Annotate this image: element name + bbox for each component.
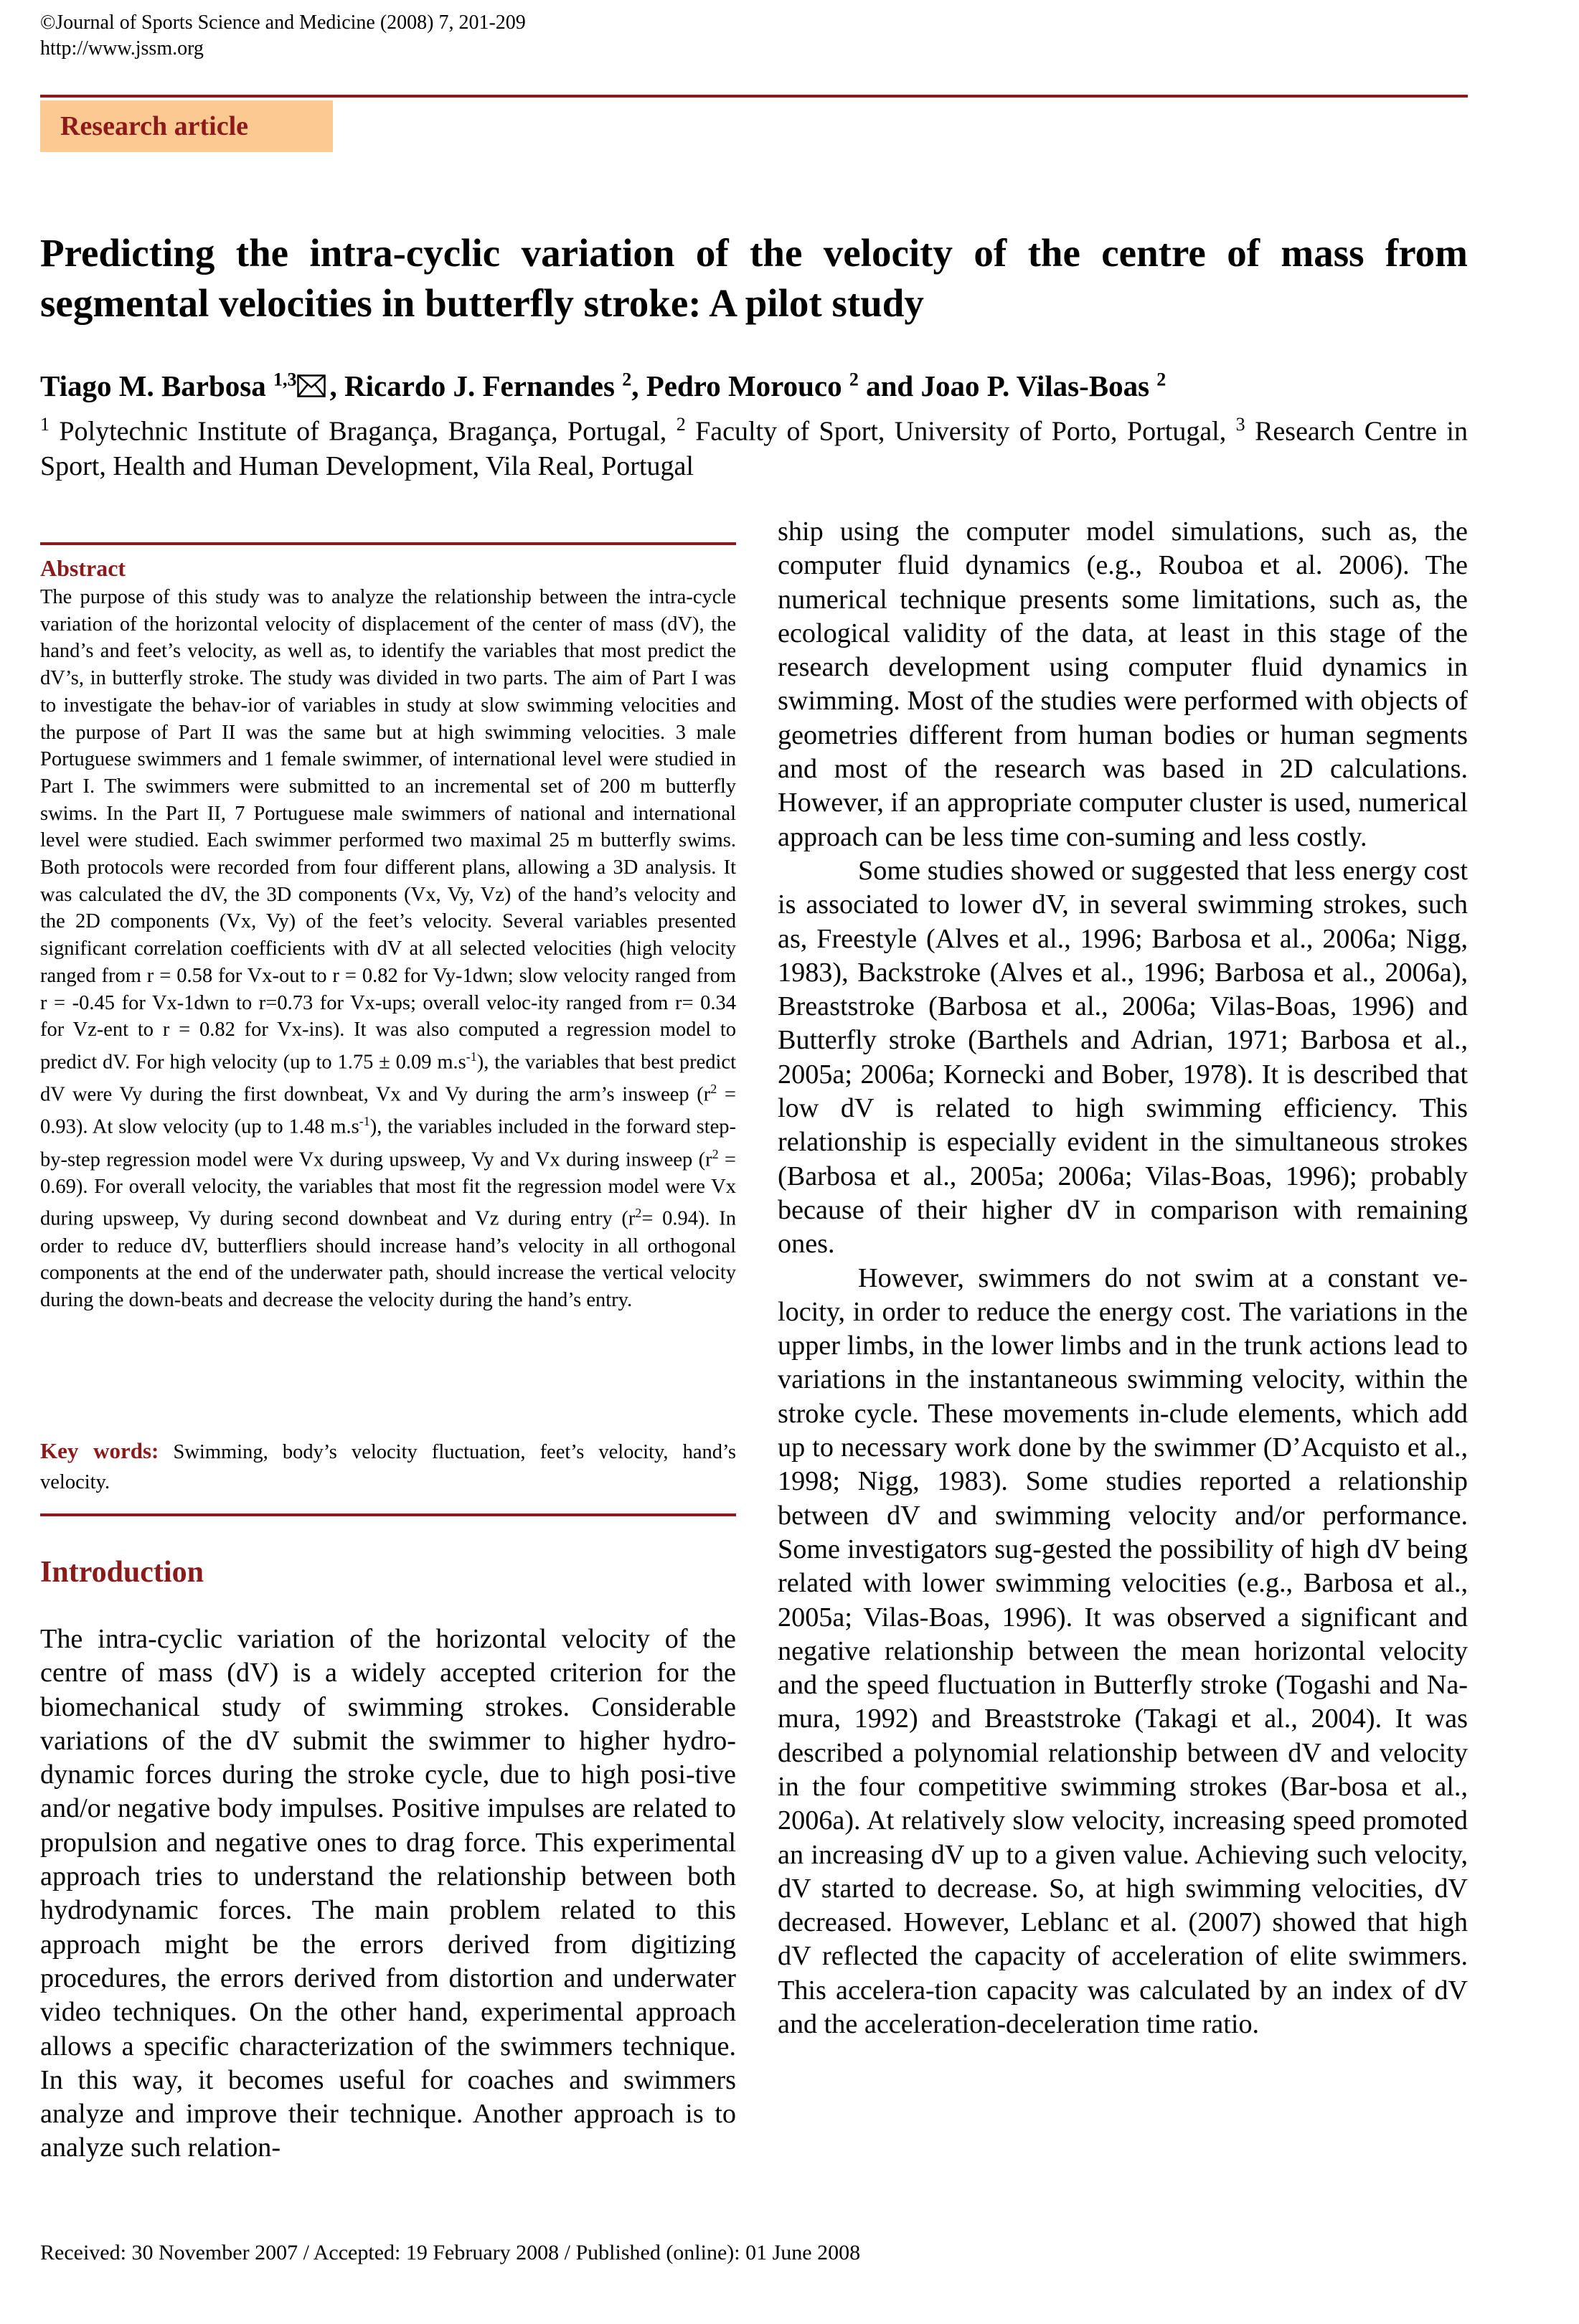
body-paragraph: Some studies showed or suggested that less energy cost is associated to lower dV, in several swimming strokes, such as, Freestyle (Alves et al., 1996; Barbosa et al., 2006a; Nigg, 1983), Backstroke (Alves et al., 1996; Barbosa et al., 2006a), Breaststroke (Barbosa et al., 2006a; Vilas-Boas, 1996) and Butterfly stroke (Barthels and Adrian, 1971; Barbosa et al., 2005a; 2006a; Kornecki and Bober, 1978). It is described that low dV is related to high swimming efficiency. This relationship is especially evident in the simultaneous strokes (Barbosa et al., 2005a; 2006a; Vilas-Boas, 1996); probably because of their higher dV in comparison with remaining ones. xyxy=(778,855,1468,1260)
journal-url[interactable]: http://www.jssm.org xyxy=(40,37,204,60)
abstract-text: = 0.69). For overall velocity, the variables that most fit the regression model were Vx during upsweep, Vy during second downbeat and Vz during entry (r xyxy=(40,1148,736,1230)
body-paragraph: However, swimmers do not swim at a constant ve-locity, in order to reduce the energy cost. The variations in the upper limbs, in the lower limbs and in the trunk actions lead to variations in the instantaneous swimming velocity, within the stroke cycle. These movements in-clude elements, which add up to necessary work done by the swimmer (D’Acquisto et al., 1998; Nigg, 1983). Some studies reported a relationship between dV and swimming velocity and/or performance. Some investigators sug-gested the possibility of high dV being related with lower swimming velocities (e.g., Barbosa et al., 2005a; Vilas-Boas, 1996). It was observed a significant and negative relationship between the mean horizontal velocity and the speed fluctuation in Butterfly stroke (Togashi and Na-mura, 1992) and Breaststroke (Takagi et al., 2004). It was described a polynomial relationship between dV and velocity in the four competitive swimming strokes (Bar-bosa et al., 2006a). At relatively slow velocity, increasing speed promoted an increasing dV up to a given value. Achieving such velocity, dV started to decrease. So, at high swimming velocities, dV decreased. However, Leblanc et al. (2007) showed that high dV reflected the capacity of acceleration of elite swimmers. This accelera-tion capacity was calculated by an index of dV and the acceleration-deceleration time ratio. xyxy=(778,1262,1468,2040)
abstract-sup: 2 xyxy=(712,1146,719,1161)
abstract-body xyxy=(40,584,736,1314)
abstract-sup: 2 xyxy=(635,1206,642,1221)
abstract-sup: 2 xyxy=(710,1082,717,1097)
right-column xyxy=(778,515,1468,2041)
keywords xyxy=(40,1436,736,1498)
introduction-heading: Introduction xyxy=(40,1556,204,1589)
envelope-icon[interactable] xyxy=(297,374,326,397)
author-name: and Joao P. Vilas-Boas xyxy=(858,369,1157,402)
author-name: Tiago M. Barbosa xyxy=(40,369,273,402)
affiliations xyxy=(40,407,1468,483)
affiliation-text: Polytechnic Institute of Bragança, Bragança, Portugal, xyxy=(50,416,677,447)
affiliation-text: Faculty of Sport, University of Porto, Portugal, xyxy=(685,416,1236,447)
author-sup: 1,3 xyxy=(273,369,297,390)
author-name: , Ricardo J. Fernandes xyxy=(329,369,623,402)
abstract-sup: -1 xyxy=(359,1114,370,1129)
abstract-text: ), the variables included in the forward step-by-step regression model were Vx during upsweep, Vy and Vx during insweep (r xyxy=(40,1115,737,1171)
abstract-heading: Abstract xyxy=(40,555,126,581)
abstract-sup: -1 xyxy=(466,1049,477,1064)
abstract-rule-top xyxy=(40,542,736,545)
author-sup: 2 xyxy=(1156,369,1166,390)
header-rule xyxy=(40,95,1468,98)
abstract-text: ), the variables that best predict dV were Vy during the first downbeat, Vx and Vy during the arm’s insweep (r xyxy=(40,1051,736,1106)
author-name: , Pedro Morouco xyxy=(631,369,849,402)
body-paragraph: ship using the computer model simulations, such as, the computer fluid dynamics (e.g., Rouboa et al. 2006). The numerical technique presents some limitations, such as, the ecological validity of the data, at least in this stage of the research development using computer fluid dynamics in swimming. Most of the studies were performed with objects of geometries different from human bodies or human segments and most of the research was based in 2D calculations. However, if an appropriate computer cluster is used, numerical approach can be less time con-suming and less costly. xyxy=(778,516,1468,852)
keywords-label: Key words: xyxy=(40,1438,159,1463)
journal-header xyxy=(40,10,526,62)
article-type-label: Research article xyxy=(60,111,249,141)
abstract-rule-bottom xyxy=(40,1513,736,1516)
abstract-text: The purpose of this study was to analyze the relationship between the intra-cycle variation of the horizontal velocity of displacement of the center of mass (dV), the hand’s and feet’s velocity, as well as, to identify the variables that most predict the dV’s, in butterfly stroke. The study was divided in two parts. The aim of Part I was to investigate the behav-ior of variables in study at slow swimming velocities and the purpose of Part II was the same but at high swimming velocities. 3 male Portuguese swimmers and 1 female swimmer, of international level were studied in Part I. The swimmers were submitted to an incremental set of 200 m butterfly swims. In the Part II, 7 Portuguese male swimmers of national and international level were studied. Each swimmer performed two maximal 25 m butterfly swims. Both protocols were recorded from four different plans, allowing a 3D analysis. It was calculated the dV, the 3D components (Vx, Vy, Vz) of the hand’s velocity and the 2D components (Vx, Vy) of the feet’s velocity. Several variables presented significant correlation coefficients with dV at all selected velocities (high velocity ranged from r = 0.58 for Vx-out to r = 0.82 for Vy-1dwn; slow velocity ranged from r = -0.45 for Vx-1dwn to r=0.73 for Vx-ups; overall veloc-ity ranged from r= 0.34 for Vz-ent to r = 0.82 for Vx-ins). It was also computed a regression model to predict dV. For high velocity (up to 1.75 ± 0.09 m.s xyxy=(40,586,736,1074)
introduction-paragraph: The intra-cyclic variation of the horizontal velocity of the centre of mass (dV) is a widely accepted criterion for the biomechanical study of swimming strokes. Considerable variations of the dV submit the swimmer to higher hydro-dynamic forces during the stroke cycle, due to high posi-tive and/or negative body impulses. Positive impulses are related to propulsion and negative ones to drag force. This experimental approach tries to understand the relationship between both hydrodynamic forces. The main problem related to this approach might be the errors derived from digitizing procedures, the errors derived from distortion and underwater video techniques. On the other hand, experimental approach allows a specific characterization of the swimmers technique. In this way, it becomes useful for coaches and swimmers analyze and improve their technique. Another approach is to analyze such relation- xyxy=(40,1624,736,2163)
affiliation-sup: 1 xyxy=(40,414,50,435)
author-list xyxy=(40,369,1468,403)
author-sup: 2 xyxy=(849,369,859,390)
keywords-text: Swimming, body’s velocity fluctuation, feet’s velocity, hand’s velocity. xyxy=(40,1441,736,1493)
abstract-text: = 0.94). In order to reduce dV, butterfliers should increase hand’s velocity in all orthogonal components at the end of the underwater path, should increase the vertical velocity during the down-beats and decrease the velocity during the hand’s entry. xyxy=(40,1207,736,1312)
paper-title: Predicting the intra-cyclic variation of the velocity of the centre of mass from segmental velocities in butterfly stroke: A pilot study xyxy=(40,231,1468,325)
affiliation-sup: 2 xyxy=(676,414,686,435)
author-sup: 2 xyxy=(622,369,632,390)
abstract-text: = 0.93). At slow velocity (up to 1.48 m.s xyxy=(40,1083,737,1138)
affiliation-text: Research Centre in Sport, Health and Human Development, Vila Real, Portugal xyxy=(40,416,1468,481)
affiliation-sup: 3 xyxy=(1235,414,1245,435)
journal-citation: ©Journal of Sports Science and Medicine (2008) 7, 201-209 xyxy=(40,11,526,34)
publication-dates: Received: 30 November 2007 / Accepted: 19 February 2008 / Published (online): 01 June 2008 xyxy=(40,2241,861,2264)
